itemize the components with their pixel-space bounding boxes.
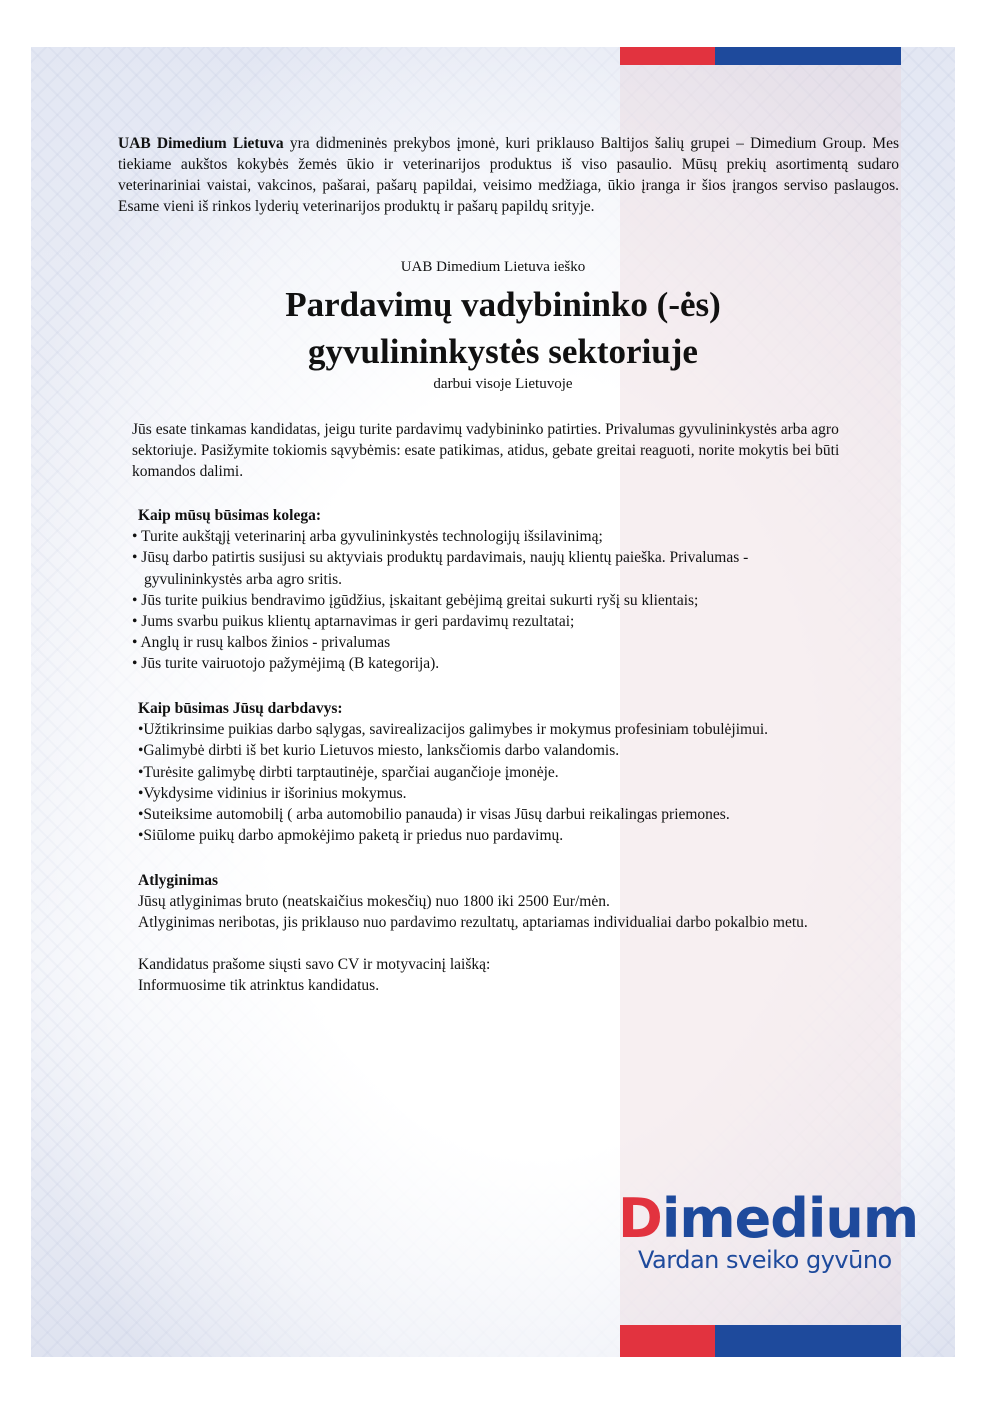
document-page	[31, 47, 955, 1357]
list-item: • Turite aukštąjį veterinarinį arba gyvulininkystės technologijų išsilavinimą;	[132, 528, 603, 546]
salary-section	[138, 870, 908, 934]
list-item: • Jūsų darbo patirtis susijusi su aktyviais produktų pardavimais, naujų klientų paieška. Privalumas -	[132, 549, 749, 567]
salary-heading: Atlyginimas	[138, 872, 219, 889]
list-item: •Užtikrinsime puikias darbo sąlygas, savirealizacijos galimybes ir mokymus profesiniam tobulėjimui.	[138, 721, 769, 739]
list-item: •Vykdysime vidinius ir išorinius mokymus.	[138, 784, 407, 802]
logo-rest-letters: imedium	[661, 1187, 919, 1250]
list-item: •Suteiksime automobilį ( arba automobilio panauda) ir visas Jūsų darbui reikalingas priemones.	[138, 806, 730, 824]
list-item-continuation: gyvulininkystės arba agro sritis.	[144, 570, 343, 588]
list-item: • Jūs turite vairuotojo pažymėjimą (B kategorija).	[132, 655, 440, 673]
intro-company-name: UAB Dimedium Lietuva	[118, 135, 284, 152]
list-item: •Turėsite galimybę dirbti tarptautinėje, sparčiai augančioje įmonėje.	[138, 763, 559, 781]
top-red-bar	[620, 47, 715, 65]
colleague-heading: Kaip mūsų būsimas kolega:	[138, 507, 322, 524]
bottom-blue-bar	[715, 1325, 901, 1357]
bottom-red-bar	[620, 1325, 715, 1357]
seeking-line: UAB Dimedium Lietuva ieško	[400, 259, 586, 275]
logo-tagline: Vardan sveiko gyvūno	[638, 1246, 892, 1274]
list-item: • Jums svarbu puikus klientų aptarnavimas ir geri pardavimų rezultatai;	[132, 613, 575, 631]
intro-text: yra didmeninės prekybos įmonė, kuri priklauso Baltijos šalių grupei – Dimedium Group. Mes tiekiame aukštos kokybės žemės ūkio ir veterinarijos produktus iš viso pasaulio. Mūsų prekių asortimentą sudaro veterinariniai vaistai, vakcinos, pašarai, pašarų papildai, veisimo medžiaga, ūkio įranga ir šios įrangos serviso paslaugos. Esame vieni iš rinkos lyderių veterinarijos produktų ir pašarų papildų srityje.	[118, 135, 899, 215]
colleague-section	[132, 505, 902, 675]
intro-paragraph	[118, 133, 899, 217]
job-title	[31, 281, 955, 375]
application-section	[138, 954, 908, 996]
candidate-paragraph: Jūs esate tinkamas kandidatas, jeigu turite pardavimų vadybininko patirties. Privalumas gyvulininkystės arba agro sektoriuje. Pasižymite tokiomis sąvybėmis: esate patikimas, atidus, gebate greitai reaguoti, norite mokytis bei būti komandos dalimi.	[132, 421, 840, 481]
dimedium-logo	[618, 1187, 919, 1274]
application-note: Informuosime tik atrinktus kandidatus.	[138, 977, 380, 995]
employer-section	[138, 698, 908, 846]
logo-first-letter: D	[618, 1187, 662, 1250]
job-title-line-2: gyvulininkystės sektoriuje	[308, 332, 698, 371]
top-blue-bar	[715, 47, 901, 65]
employer-heading: Kaip būsimas Jūsų darbdavys:	[138, 700, 343, 717]
job-subtitle: darbui visoje Lietuvoje	[433, 376, 573, 392]
list-item: •Siūlome puikų darbo apmokėjimo paketą ir priedus nuo pardavimų.	[138, 827, 564, 845]
job-title-line-1: Pardavimų vadybininko (-ės)	[285, 285, 721, 324]
salary-note: Atlyginimas neribotas, jis priklauso nuo pardavimo rezultatų, aptariamas individualiai darbo pokalbio metu.	[138, 914, 808, 932]
logo-wordmark	[618, 1187, 919, 1250]
application-instruction: Kandidatus prašome siųsti savo CV ir motyvacinį laišką:	[138, 956, 491, 973]
list-item: •Galimybė dirbti iš bet kurio Lietuvos miesto, lanksčiomis darbo valandomis.	[138, 742, 620, 760]
list-item: • Jūs turite puikius bendravimo įgūdžius, įskaitant gebėjimą greitai sukurti ryšį su klientais;	[132, 591, 699, 609]
list-item: • Anglų ir rusų kalbos žinios - privalumas	[132, 634, 391, 652]
salary-range: Jūsų atlyginimas bruto (neatskaičius mokesčių) nuo 1800 iki 2500 Eur/mėn.	[138, 893, 610, 911]
